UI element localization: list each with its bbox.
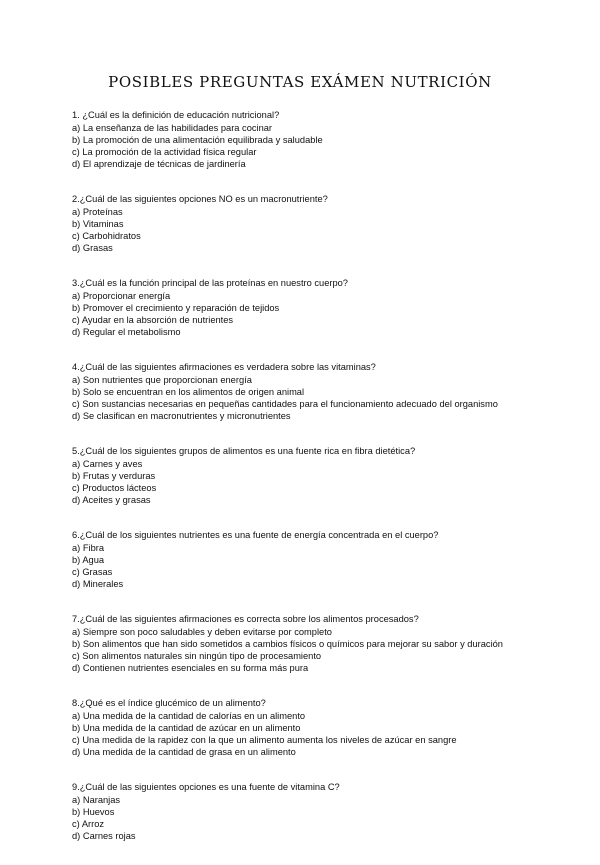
answer-option: d) Minerales bbox=[72, 578, 124, 589]
question-list bbox=[72, 109, 572, 865]
answer-option: b) Frutas y verduras bbox=[72, 470, 156, 481]
question-text: 6.¿Cuál de los siguientes nutrientes es una fuente de energía concentrada en el cuerpo? bbox=[72, 530, 439, 540]
question-7 bbox=[72, 613, 572, 674]
answer-option: a) Fibra bbox=[72, 542, 105, 553]
answer-option: c) Productos lácteos bbox=[72, 482, 157, 493]
answer-option: a) Proporcionar energía bbox=[72, 290, 171, 301]
answer-option: a) Proteínas bbox=[72, 206, 123, 217]
answer-option: c) Son alimentos naturales sin ningún tipo de procesamiento bbox=[72, 650, 322, 661]
question-1 bbox=[72, 109, 572, 170]
answer-option: b) Una medida de la cantidad de azúcar en un alimento bbox=[72, 722, 301, 733]
answer-option: b) Huevos bbox=[72, 806, 115, 817]
question-9 bbox=[72, 781, 572, 842]
answer-option: c) Arroz bbox=[72, 818, 105, 829]
question-2 bbox=[72, 193, 572, 254]
answer-option: d) Regular el metabolismo bbox=[72, 326, 181, 337]
question-text: 2.¿Cuál de las siguientes opciones NO es un macronutriente? bbox=[72, 194, 328, 204]
question-text: 3.¿Cuál es la función principal de las proteínas en nuestro cuerpo? bbox=[72, 278, 348, 288]
answer-option: d) Carnes rojas bbox=[72, 830, 136, 841]
question-text: 1. ¿Cuál es la definición de educación nutricional? bbox=[72, 110, 280, 120]
answer-option: b) Agua bbox=[72, 554, 105, 565]
question-text: 8.¿Qué es el índice glucémico de un alimento? bbox=[72, 698, 266, 708]
question-text: 9.¿Cuál de las siguientes opciones es una fuente de vitamina C? bbox=[72, 782, 340, 792]
answer-option: d) Una medida de la cantidad de grasa en un alimento bbox=[72, 746, 296, 757]
answer-option: a) Siempre son poco saludables y deben evitarse por completo bbox=[72, 626, 332, 637]
question-3 bbox=[72, 277, 572, 338]
answer-option: c) Una medida de la rapidez con la que un alimento aumenta los niveles de azúcar en sangre bbox=[72, 734, 457, 745]
page-title: POSIBLES PREGUNTAS EXÁMEN NUTRICIÓN bbox=[108, 73, 492, 91]
answer-option: b) Promover el crecimiento y reparación de tejidos bbox=[72, 302, 280, 313]
answer-option: d) El aprendizaje de técnicas de jardinería bbox=[72, 158, 246, 169]
answer-option: b) La promoción de una alimentación equilibrada y saludable bbox=[72, 134, 323, 145]
answer-option: b) Son alimentos que han sido sometidos a cambios físicos o químicos para mejorar su sabor y duración bbox=[72, 638, 503, 649]
answer-option: d) Contienen nutrientes esenciales en su forma más pura bbox=[72, 662, 309, 673]
answer-option: c) La promoción de la actividad física regular bbox=[72, 146, 257, 157]
answer-option: c) Grasas bbox=[72, 566, 113, 577]
answer-option: a) Carnes y aves bbox=[72, 458, 143, 469]
answer-option: b) Solo se encuentran en los alimentos de origen animal bbox=[72, 386, 305, 397]
answer-option: d) Aceites y grasas bbox=[72, 494, 151, 505]
answer-option: a) Son nutrientes que proporcionan energía bbox=[72, 374, 252, 385]
answer-option: d) Grasas bbox=[72, 242, 113, 253]
question-text: 4.¿Cuál de las siguientes afirmaciones es verdadera sobre las vitaminas? bbox=[72, 362, 376, 372]
answer-option: c) Ayudar en la absorción de nutrientes bbox=[72, 314, 234, 325]
question-4 bbox=[72, 361, 572, 422]
answer-option: d) Se clasifican en macronutrientes y micronutrientes bbox=[72, 410, 291, 421]
question-6 bbox=[72, 529, 572, 590]
question-text: 5.¿Cuál de los siguientes grupos de alimentos es una fuente rica en fibra dietética? bbox=[72, 446, 416, 456]
question-text: 7.¿Cuál de las siguientes afirmaciones es correcta sobre los alimentos procesados? bbox=[72, 614, 419, 624]
question-8 bbox=[72, 697, 572, 758]
answer-option: c) Son sustancias necesarias en pequeñas cantidades para el funcionamiento adecuado del organismo bbox=[72, 398, 498, 409]
answer-option: a) Naranjas bbox=[72, 794, 121, 805]
answer-option: a) Una medida de la cantidad de calorías en un alimento bbox=[72, 710, 306, 721]
answer-option: c) Carbohidratos bbox=[72, 230, 141, 241]
answer-option: a) La enseñanza de las habilidades para cocinar bbox=[72, 122, 273, 133]
answer-option: b) Vitaminas bbox=[72, 218, 124, 229]
question-5 bbox=[72, 445, 572, 506]
